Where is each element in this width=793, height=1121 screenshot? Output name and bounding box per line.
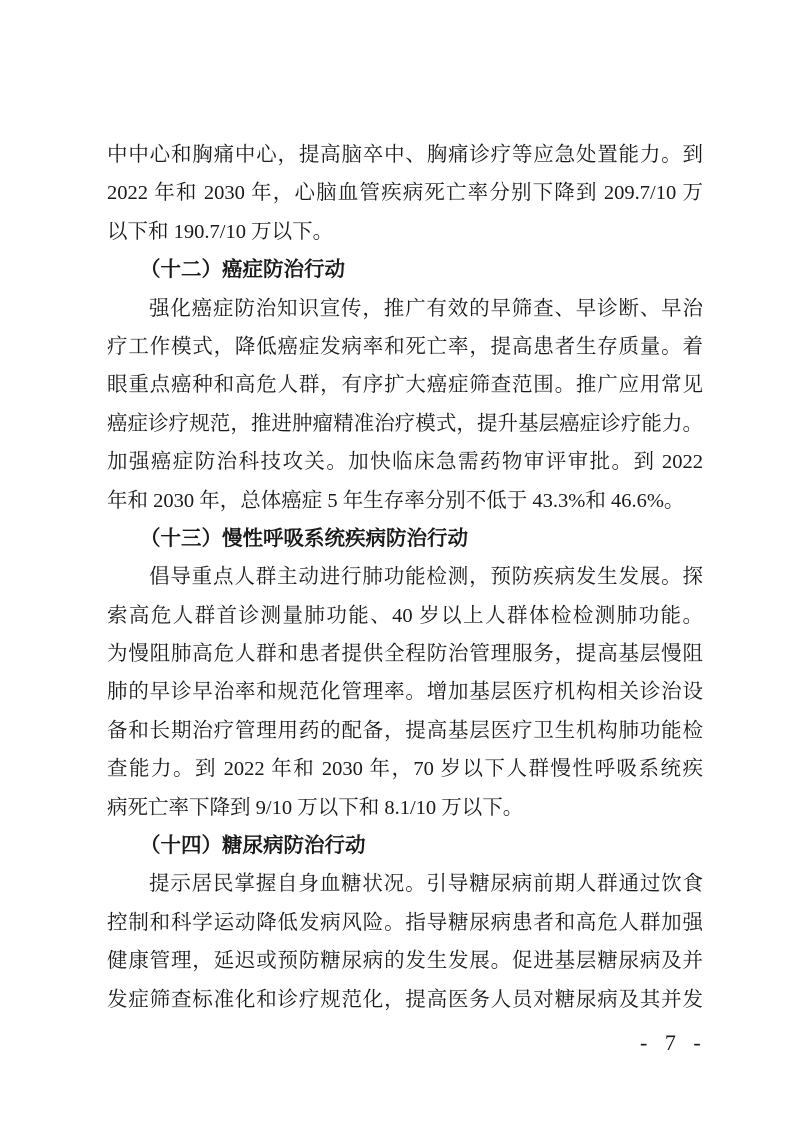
paragraph-line: 加强癌症防治科技攻关。加快临床急需药物审评审批。到 2022 [107, 451, 703, 474]
document-body [107, 136, 703, 1019]
paragraph-line: 备和长期治疗管理用药的配备，提高基层医疗卫生机构肺功能检 [107, 719, 703, 742]
paragraph-line: 肺的早诊早治率和规范化管理率。增加基层医疗机构相关诊治设 [107, 681, 703, 704]
page-number: - 7 - [640, 1030, 707, 1055]
paragraph-line: 为慢阻肺高危人群和患者提供全程防治管理服务，提高基层慢阻 [107, 643, 703, 666]
paragraph-line: 强化癌症防治知识宣传，推广有效的早筛查、早诊断、早治 [149, 297, 703, 320]
paragraph-line: 倡导重点人群主动进行肺功能检测，预防疾病发生发展。探 [149, 566, 703, 589]
paragraph-line: 健康管理，延迟或预防糖尿病的发生发展。促进基层糖尿病及并 [107, 950, 703, 973]
section-heading: （十二）癌症防治行动 [140, 259, 345, 282]
section-heading: （十三）慢性呼吸系统疾病防治行动 [140, 527, 468, 550]
paragraph-line: 2022 年和 2030 年，心脑血管疾病死亡率分别下降到 209.7/10 万 [107, 182, 703, 205]
paragraph-line: 疗工作模式，降低癌症发病率和死亡率，提高患者生存质量。着 [107, 335, 703, 358]
paragraph-line: 提示居民掌握自身血糖状况。引导糖尿病前期人群通过饮食 [149, 873, 703, 896]
paragraph-line: 癌症诊疗规范，推进肿瘤精准治疗模式，提升基层癌症诊疗能力。 [107, 412, 703, 435]
paragraph-line: 以下和 190.7/10 万以下。 [107, 220, 334, 243]
paragraph-line: 年和 2030 年，总体癌症 5 年生存率分别不低于 43.3%和 46.6%。 [107, 489, 685, 512]
section-heading: （十四）糖尿病防治行动 [140, 835, 366, 858]
paragraph-line: 发症筛查标准化和诊疗规范化，提高医务人员对糖尿病及其并发 [107, 988, 703, 1011]
paragraph-line: 索高危人群首诊测量肺功能、40 岁以上人群体检检测肺功能。 [107, 604, 703, 627]
paragraph-line: 中中心和胸痛中心，提高脑卒中、胸痛诊疗等应急处置能力。到 [107, 144, 703, 166]
paragraph-line: 控制和科学运动降低发病风险。指导糖尿病患者和高危人群加强 [107, 911, 703, 934]
paragraph-line: 眼重点癌种和高危人群，有序扩大癌症筛查范围。推广应用常见 [107, 374, 703, 397]
paragraph-line: 查能力。到 2022 年和 2030 年，70 岁以下人群慢性呼吸系统疾 [107, 758, 703, 781]
paragraph-line: 病死亡率下降到 9/10 万以下和 8.1/10 万以下。 [107, 796, 524, 819]
